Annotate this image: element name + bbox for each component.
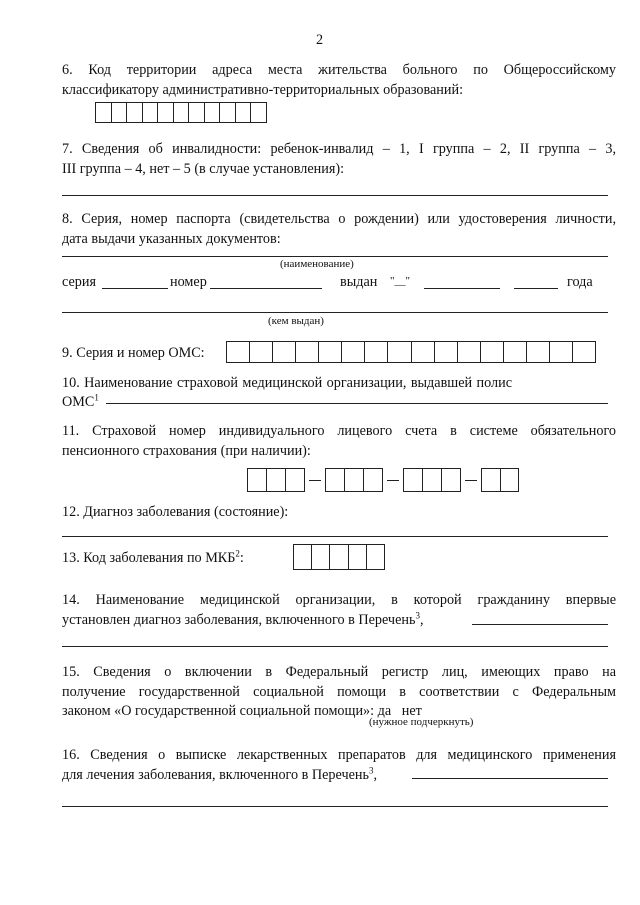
s8-date-month-field[interactable]	[424, 288, 500, 289]
s11-line2: пенсионного страхования (при наличии):	[62, 443, 311, 459]
snils-dash-3	[465, 480, 477, 481]
s14-line2: установлен диагноз заболевания, включенного в Перечень$^3$,	[62, 610, 424, 628]
s13-icd-boxes[interactable]	[293, 544, 385, 570]
s8-number-label: номер	[170, 274, 207, 290]
s8-date-year-field[interactable]	[514, 288, 558, 289]
s7-line2: III группа – 4, нет – 5 (в случае установления):	[62, 161, 345, 177]
s15-line2: получение государственной социальной помощи в соответствии с Федеральным	[62, 684, 616, 700]
s8-issuer-line[interactable]	[62, 312, 608, 313]
s10-answer-line[interactable]	[106, 403, 608, 404]
snils-dash-2	[387, 480, 399, 481]
s16-line2: для лечения заболевания, включенного в Перечень$^3$,	[62, 765, 378, 783]
s12-answer-line[interactable]	[62, 536, 608, 537]
page-number: 2	[316, 32, 324, 48]
s13-label: 13. Код заболевания по МКБ$^2$:	[62, 548, 244, 566]
s8-series-label: серия	[62, 274, 96, 290]
s8-line1: 8. Серия, номер паспорта (свидетельства о рождении) или удостоверения личности,	[62, 211, 616, 227]
s14-answer-line-1[interactable]	[472, 624, 608, 625]
s8-name-caption: (наименование)	[280, 258, 354, 270]
s8-issued-label: выдан	[340, 274, 378, 290]
s9-label: 9. Серия и номер ОМС:	[62, 345, 205, 361]
s10-line2: ОМС$^1$	[62, 392, 99, 410]
s15-option-yes[interactable]: да	[377, 703, 392, 719]
s16-answer-line-1[interactable]	[412, 778, 608, 779]
s6-code-boxes[interactable]	[95, 102, 267, 123]
s6-line1: 6. Код территории адреса места жительства больного по Общероссийскому	[62, 62, 616, 78]
s6-line2: классификатору административно-территориальных образований:	[62, 82, 464, 98]
s8-number-field[interactable]	[210, 288, 322, 289]
s7-line1: 7. Сведения об инвалидности: ребенок-инвалид – 1, I группа – 2, II группа – 3,	[62, 141, 616, 157]
s7-answer-line[interactable]	[62, 195, 608, 196]
s8-year-label: года	[567, 274, 593, 290]
s16-answer-line-2[interactable]	[62, 806, 608, 807]
s16-line1: 16. Сведения о выписке лекарственных препаратов для медицинского применения	[62, 747, 616, 763]
s8-series-field[interactable]	[102, 288, 168, 289]
s10-line1: 10. Наименование страховой медицинской организации, выдавшей полис	[62, 375, 512, 391]
snils-group-2[interactable]	[325, 468, 383, 492]
s12-label: 12. Диагноз заболевания (состояние):	[62, 504, 289, 520]
s14-answer-line-2[interactable]	[62, 646, 608, 647]
s15-caption: (нужное подчеркнуть)	[369, 716, 474, 728]
s15-option-no[interactable]: нет	[401, 703, 422, 719]
snils-group-1[interactable]	[247, 468, 305, 492]
s9-oms-boxes[interactable]	[226, 341, 596, 363]
s14-line1: 14. Наименование медицинской организации, в которой гражданину впервые	[62, 592, 616, 608]
s15-line1: 15. Сведения о включении в Федеральный регистр лиц, имеющих право на	[62, 664, 616, 680]
snils-group-3[interactable]	[403, 468, 461, 492]
s8-name-line[interactable]	[62, 256, 608, 257]
s15-line3: законом «О государственной социальной помощи»: да нет	[62, 703, 422, 719]
snils-group-4[interactable]	[481, 468, 519, 492]
snils-dash-1	[309, 480, 321, 481]
s8-date-day[interactable]: "__"	[390, 275, 410, 287]
s11-line1: 11. Страховой номер индивидуального лицевого счета в системе обязательного	[62, 423, 616, 439]
s8-line2: дата выдачи указанных документов:	[62, 231, 281, 247]
s8-issuer-caption: (кем выдан)	[268, 315, 324, 327]
